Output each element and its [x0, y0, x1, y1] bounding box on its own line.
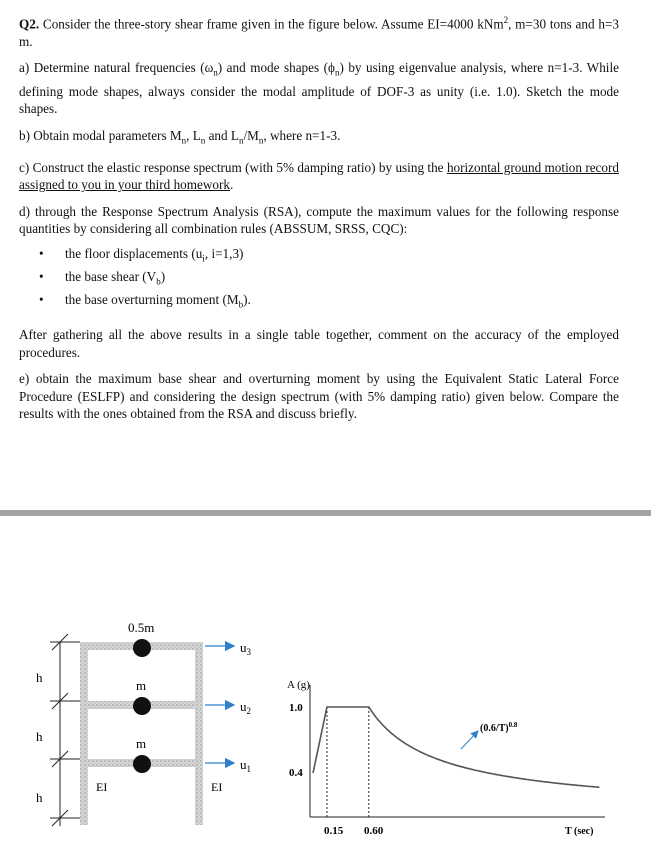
dof-label-3: $u_3$	[240, 640, 251, 657]
question-label: Q2.	[19, 16, 40, 32]
part-d-after: After gathering all the above results in a single table together, comment on the accuracy of the employed procedures.	[19, 327, 619, 360]
bullet-text: the base shear (V	[65, 268, 157, 284]
spectrum-curve	[313, 707, 599, 787]
part-c-underlined: horizontal ground motion record assigned to you in your third homework	[19, 159, 619, 193]
story-height-label: h	[36, 729, 43, 744]
part-b-t1: , L	[186, 127, 201, 143]
part-c	[19, 159, 619, 194]
stiffness-label: EI	[211, 780, 223, 794]
part-b-sub2: n	[200, 135, 206, 146]
bullet-text: the floor displacements (u	[65, 245, 203, 261]
mass-label: m	[136, 736, 147, 751]
figure	[0, 520, 651, 845]
list-item	[65, 245, 619, 268]
bullet-text-end: , i=1,3)	[204, 245, 244, 261]
bullet-text-end: ).	[243, 291, 251, 307]
curve-annotation-arrow	[461, 731, 478, 749]
x-tick-label: 0.60	[364, 825, 384, 837]
part-d: d) through the Response Spectrum Analysis (RSA), compute the maximum values for the following response quantities by considering all combination rules (ABSSUM, SRSS, CQC):	[19, 203, 619, 237]
bullet-text: the base overturning moment (M	[65, 291, 239, 307]
section-divider	[0, 510, 651, 516]
list-item	[65, 291, 619, 314]
intro-sup: 2	[503, 15, 509, 25]
dof-label-1: $u_1$	[240, 757, 251, 774]
question-intro	[19, 12, 619, 50]
bullet-sub: b	[238, 299, 244, 310]
part-b	[19, 127, 619, 150]
y-tick-label: 1.0	[289, 702, 303, 714]
bullet-sub: b	[156, 276, 161, 287]
part-b-sub4: n	[258, 135, 264, 146]
bullet-text-end: )	[160, 268, 166, 284]
part-a-text-end: ) by using eigenvalue analysis, where n=1-3. While defining mode shapes, always consider the modal amplitude of DOF-3 as unity (i.e. 1.0). Sketch the mode shapes.	[19, 60, 619, 117]
x-axis-label: T (sec)	[565, 826, 594, 837]
stiffness-label: EI	[96, 780, 108, 794]
assignment-text	[19, 12, 619, 432]
mass-2	[133, 697, 151, 715]
mass-3	[133, 639, 151, 657]
design-spectrum-chart	[287, 679, 605, 837]
part-c-text: c) Construct the elastic response spectrum (with 5% damping ratio) by using the	[19, 159, 447, 175]
bullet-sub: i	[202, 253, 205, 264]
part-a-text-mid: ) and mode shapes (ϕ	[217, 60, 335, 76]
part-b-t2: and L	[205, 127, 239, 143]
part-b-text-end: , where n=1-3.	[263, 127, 341, 143]
list-item	[65, 268, 619, 291]
part-a-sub: n	[213, 68, 218, 79]
part-c-end: .	[229, 177, 234, 193]
part-b-sub1: n	[181, 135, 187, 146]
y-tick-label: 0.4	[289, 767, 303, 779]
left-column	[80, 642, 88, 825]
dof-label-2: $u_2$	[240, 699, 251, 716]
right-column	[195, 642, 203, 825]
mass-label: m	[136, 678, 147, 693]
mass-dimension-label: 0.5m	[128, 620, 155, 635]
part-a-text: a) Determine natural frequencies (ω	[19, 60, 214, 76]
part-b-sub3: n	[238, 135, 244, 146]
part-b-text: b) Obtain modal parameters M	[19, 127, 182, 143]
mass-1	[133, 755, 151, 773]
x-tick-label: 0.15	[324, 825, 344, 837]
shear-frame	[36, 620, 252, 826]
part-e: e) obtain the maximum base shear and overturning moment by using the Equivalent Static Lateral Force Procedure (ESLFP) and considering the design spectrum (with 5% damping ratio) given below. Compare the results with the ones obtained from the RSA and discuss briefly.	[19, 371, 619, 422]
intro-text-end: , m=30 tons and h=3 m.	[19, 16, 619, 49]
part-a-sub2: n	[334, 68, 340, 79]
part-d-bullets	[19, 245, 619, 314]
part-a	[19, 59, 619, 117]
part-b-t3: /M	[243, 127, 259, 143]
story-height-label: h	[36, 790, 43, 805]
y-axis-label: A (g)	[287, 679, 310, 691]
intro-text: Consider the three-story shear frame given in the figure below. Assume EI=4000 kNm	[39, 16, 504, 32]
story-height-label: h	[36, 670, 43, 685]
curve-annotation: $(0.6/T)^{0.8}$	[480, 721, 518, 734]
